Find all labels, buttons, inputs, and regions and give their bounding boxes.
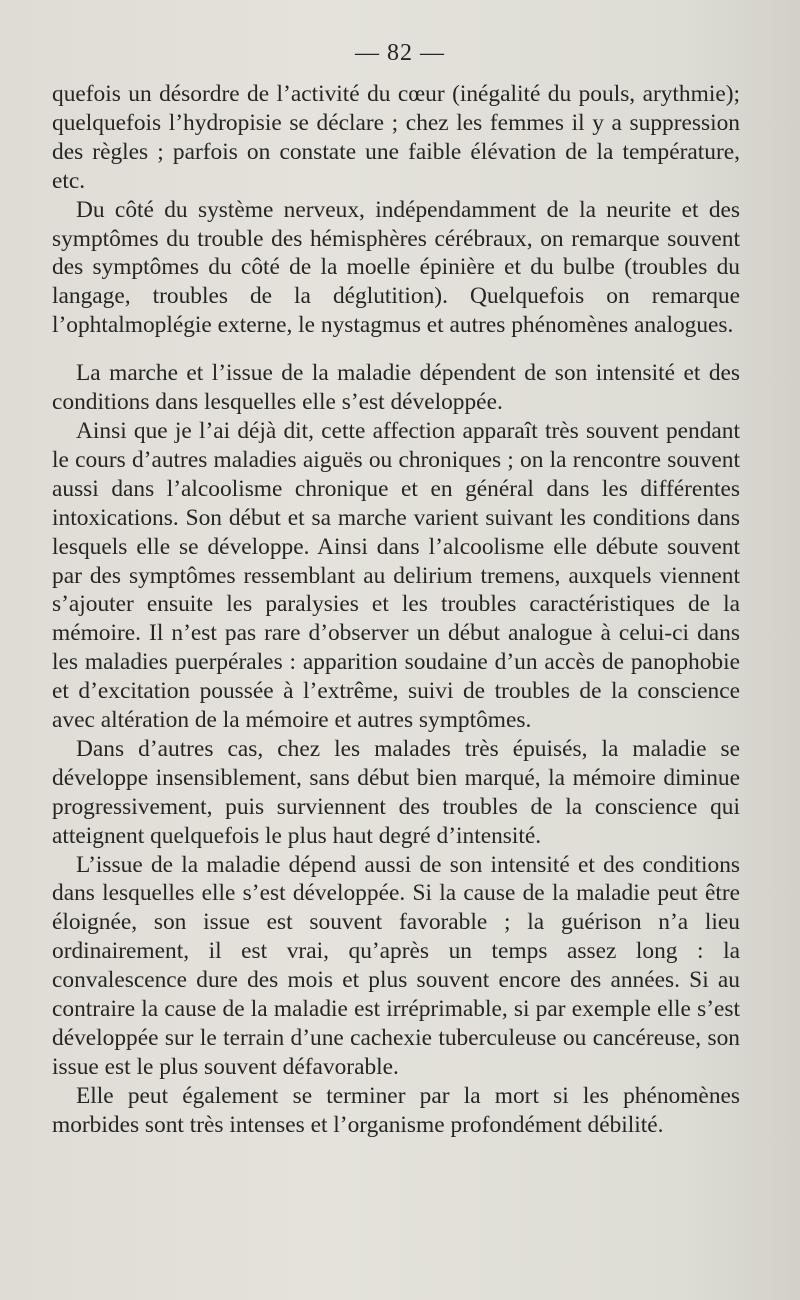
- body-text: [52, 80, 740, 1140]
- page-number: — 82 —: [355, 40, 445, 66]
- paragraph-death: Elle peut également se terminer par la mort si les phénomènes morbides sont très intenses et l’organisme profondément débilité.: [52, 1082, 740, 1138]
- paragraph-onset: Ainsi que je l’ai déjà dit, cette affection apparaît très souvent pendant le cours d’autres maladies aiguës ou chroniques ; on la rencontre souvent aussi dans l’alcoolisme chronique et en général dans les différentes intoxications. Son début et sa marche varient suivant les conditions dans lesquels elle se développe. Ainsi dans l’alcoolisme elle débute souvent par des symptômes ressemblant au delirium tremens, auxquels viennent s’ajouter ensuite les paralysies et les troubles caractéristiques de la mémoire. Il n’est pas rare d’observer un début analogue à celui-ci dans les maladies puerpérales : apparition soudaine d’un accès de panophobie et d’excitation poussée à l’extrême, suivi de troubles de la conscience avec altération de la mémoire et autres symptômes.: [52, 417, 740, 734]
- paragraph-continuation: quefois un désordre de l’activité du cœur (inégalité du pouls, arythmie); quelquefois l’hydropisie se déclare ; chez les femmes il y a suppression des règles ; parfois on constate une faible élévation de la température, etc.: [52, 81, 740, 194]
- paragraph-nervous-system: Du côté du système nerveux, indépendamment de la neurite et des symptômes du trouble des hémisphères cérébraux, on remarque souvent des symptômes du côté de la moelle épinière et du bulbe (troubles du langage, troubles de la déglutition). Quelquefois on remarque l’ophtalmoplégie externe, le nystagmus et autres phénomènes analogues.: [52, 196, 740, 339]
- paragraph-prognosis: L’issue de la maladie dépend aussi de son intensité et des conditions dans lesquelles elle s’est développée. Si la cause de la maladie peut être éloignée, son issue est souvent favorable ; la guérison n’a lieu ordinairement, il est vrai, qu’après un temps assez long : la convalescence dure des mois et plus souvent encore des années. Si au contraire la cause de la maladie est irréprimable, si par exemple elle s’est développée sur le terrain d’une cachexie tuberculeuse ou cancéreuse, son issue est le plus souvent défavorable.: [52, 851, 740, 1080]
- paragraph-course-and-outcome: La marche et l’issue de la maladie dépendent de son intensité et des conditions dans lesquelles elle s’est développée.: [52, 360, 740, 416]
- paragraph-other-cases: Dans d’autres cas, chez les malades très épuisés, la maladie se développe insensiblement, sans début bien marqué, la mémoire diminue progressivement, puis surviennent des troubles de la conscience qui atteignent quelquefois le plus haut degré d’intensité.: [52, 735, 740, 849]
